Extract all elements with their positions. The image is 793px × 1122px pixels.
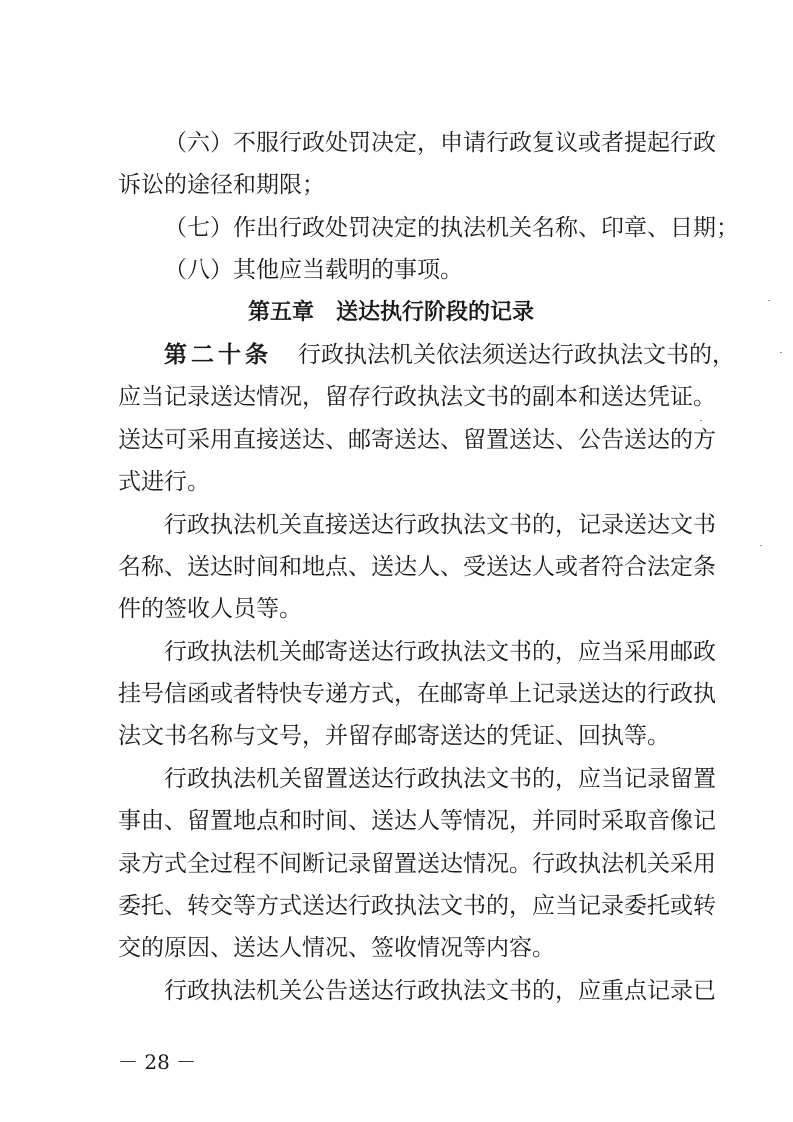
article-line: 应当记录送达情况，留存行政执法文书的副本和送达凭证。 xyxy=(118,384,716,411)
scan-speck xyxy=(780,352,782,353)
paragraph-line: 事由、留置地点和时间、送达人等情况，并同时采取音像记 xyxy=(118,808,716,835)
scan-speck xyxy=(700,420,702,421)
list-item-8: （八）其他应当载明的事项。 xyxy=(164,257,463,284)
list-item-7: （七）作出行政处罚决定的执法机关名称、印章、日期； xyxy=(164,214,739,241)
article-line: 送达可采用直接送达、邮寄送达、留置送达、公告送达的方 xyxy=(118,426,716,453)
page-number: － 28 － xyxy=(118,1050,197,1074)
article-line: 式进行。 xyxy=(118,469,210,496)
paragraph-line: 行政执法机关直接送达行政执法文书的，记录送达文书 xyxy=(164,511,716,538)
chapter-heading: 第五章 送达执行阶段的记录 xyxy=(247,299,534,325)
article-label: 第二十条 xyxy=(164,341,272,368)
paragraph-line: 行政执法机关留置送达行政执法文书的，应当记录留置 xyxy=(164,765,716,792)
paragraph-line: 挂号信函或者特快专递方式，在邮寄单上记录送达的行政执 xyxy=(118,681,716,708)
paragraph-line: 录方式全过程不间断记录留置送达情况。行政执法机关采用 xyxy=(118,850,716,877)
document-body xyxy=(118,122,739,1012)
list-item-6-cont: 诉讼的途径和期限； xyxy=(118,172,325,199)
paragraph-line: 名称、送达时间和地点、送达人、受送达人或者符合法定条 xyxy=(118,553,716,580)
scan-speck xyxy=(760,545,762,546)
paragraph-line: 委托、转交等方式送达行政执法文书的，应当记录委托或转 xyxy=(118,893,716,920)
scan-speck xyxy=(768,300,770,301)
paragraph-line: 行政执法机关公告送达行政执法文书的，应重点记录已 xyxy=(164,977,716,1004)
paragraph-line: 行政执法机关邮寄送达行政执法文书的，应当采用邮政 xyxy=(164,638,716,665)
article-first-line xyxy=(118,334,735,376)
article-text: 行政执法机关依法须送达行政执法文书的， xyxy=(298,341,735,368)
paragraph-line: 法文书名称与文号，并留存邮寄送达的凭证、回执等。 xyxy=(118,723,670,750)
paragraph-line: 交的原因、送达人情况、签收情况等内容。 xyxy=(118,935,555,962)
paragraph-line: 件的签收人员等。 xyxy=(118,596,302,623)
list-item-6: （六）不服行政处罚决定，申请行政复议或者提起行政 xyxy=(164,130,716,156)
